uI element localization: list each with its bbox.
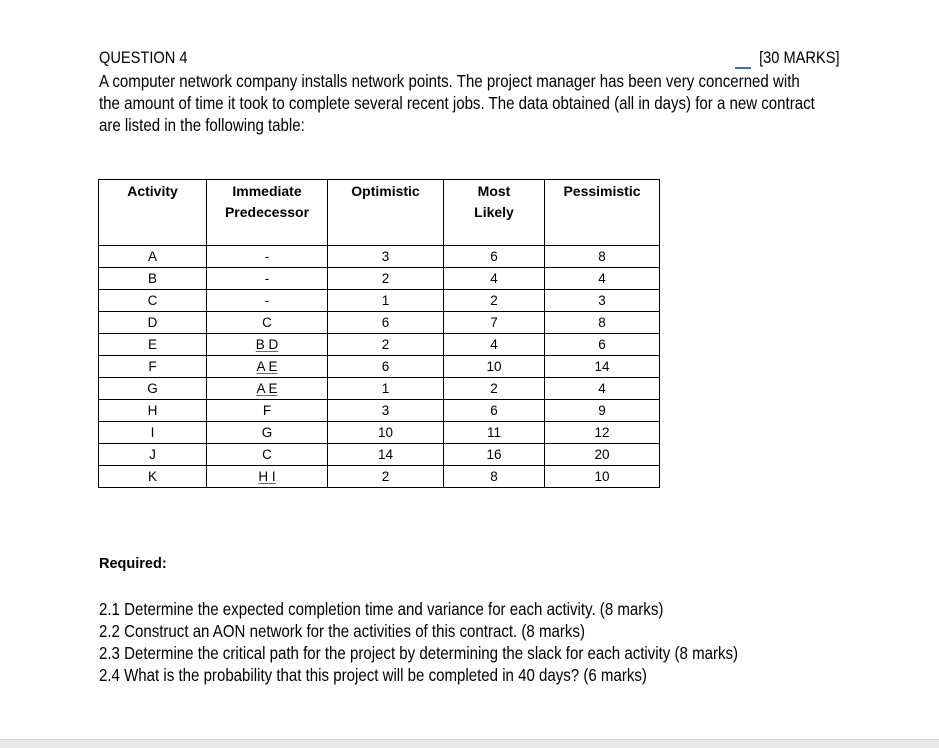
cell-activity: D <box>99 312 207 334</box>
cell-pessimistic: 8 <box>545 312 660 334</box>
cell-optimistic: 2 <box>328 268 444 290</box>
cell-activity: I <box>99 422 207 444</box>
cell-activity: B <box>99 268 207 290</box>
predecessor-link: H I <box>258 469 276 484</box>
cell-activity: H <box>99 400 207 422</box>
cell-pessimistic: 4 <box>545 268 660 290</box>
task-item: 2.3 Determine the critical path for the project by determining the slack for each activity (8 marks) <box>99 643 739 663</box>
table-row <box>99 466 660 488</box>
cell-activity: E <box>99 334 207 356</box>
cell-pessimistic: 20 <box>545 444 660 466</box>
predecessor-link: A E <box>256 359 278 374</box>
question-title: QUESTION 4 <box>99 48 188 67</box>
cell-predecessor: G <box>207 422 328 444</box>
cell-optimistic: 2 <box>328 334 444 356</box>
cell-pessimistic: 4 <box>545 378 660 400</box>
cell-predecessor <box>207 334 328 356</box>
cell-optimistic: 1 <box>328 290 444 312</box>
cell-most-likely: 8 <box>444 466 545 488</box>
cell-optimistic: 1 <box>328 378 444 400</box>
question-intro <box>99 70 840 136</box>
cell-most-likely: 16 <box>444 444 545 466</box>
cell-most-likely: 6 <box>444 246 545 268</box>
task-item: 2.1 Determine the expected completion time and variance for each activity. (8 marks) <box>99 599 664 619</box>
cell-predecessor: F <box>207 400 328 422</box>
question-marks: [30 MARKS] <box>759 48 840 67</box>
header-most-likely: Most Likely <box>444 180 545 246</box>
cell-activity: C <box>99 290 207 312</box>
cell-optimistic: 10 <box>328 422 444 444</box>
cell-activity: K <box>99 466 207 488</box>
cell-predecessor: C <box>207 312 328 334</box>
cell-most-likely: 10 <box>444 356 545 378</box>
marks-underline <box>735 67 751 69</box>
table-row <box>99 246 660 268</box>
question-header <box>99 48 840 70</box>
intro-line: the amount of time it took to complete several recent jobs. The data obtained (all in days) for a new contract <box>99 93 815 113</box>
table-row <box>99 378 660 400</box>
header-predecessor: Immediate Predecessor <box>207 180 328 246</box>
cell-optimistic: 14 <box>328 444 444 466</box>
cell-optimistic: 6 <box>328 356 444 378</box>
cell-most-likely: 2 <box>444 378 545 400</box>
cell-predecessor: - <box>207 268 328 290</box>
cell-predecessor <box>207 356 328 378</box>
cell-most-likely: 6 <box>444 400 545 422</box>
cell-activity: G <box>99 378 207 400</box>
table-row <box>99 268 660 290</box>
task-item: 2.2 Construct an AON network for the activities of this contract. (8 marks) <box>99 621 585 641</box>
header-pessimistic: Pessimistic <box>545 180 660 246</box>
cell-most-likely: 7 <box>444 312 545 334</box>
table-row <box>99 400 660 422</box>
cell-predecessor: - <box>207 246 328 268</box>
table-row <box>99 312 660 334</box>
cell-optimistic: 3 <box>328 246 444 268</box>
predecessor-link: A E <box>256 381 278 396</box>
cell-pessimistic: 12 <box>545 422 660 444</box>
cell-optimistic: 6 <box>328 312 444 334</box>
cell-optimistic: 3 <box>328 400 444 422</box>
cell-predecessor <box>207 378 328 400</box>
cell-pessimistic: 6 <box>545 334 660 356</box>
table-header-row <box>99 180 660 246</box>
header-optimistic: Optimistic <box>328 180 444 246</box>
cell-predecessor: - <box>207 290 328 312</box>
activity-table <box>98 179 660 488</box>
cell-most-likely: 4 <box>444 334 545 356</box>
cell-activity: F <box>99 356 207 378</box>
cell-most-likely: 4 <box>444 268 545 290</box>
cell-most-likely: 2 <box>444 290 545 312</box>
table-row <box>99 444 660 466</box>
cell-pessimistic: 14 <box>545 356 660 378</box>
cell-activity: J <box>99 444 207 466</box>
predecessor-link: B D <box>255 337 279 352</box>
required-task-list <box>99 598 787 686</box>
cell-pessimistic: 8 <box>545 246 660 268</box>
cell-optimistic: 2 <box>328 466 444 488</box>
table-row <box>99 290 660 312</box>
table-row <box>99 334 660 356</box>
cell-pessimistic: 10 <box>545 466 660 488</box>
cell-most-likely: 11 <box>444 422 545 444</box>
task-item: 2.4 What is the probability that this project will be completed in 40 days? (6 marks) <box>99 665 647 685</box>
header-activity: Activity <box>99 180 207 246</box>
required-heading: Required: <box>99 556 167 572</box>
cell-predecessor: C <box>207 444 328 466</box>
cell-activity: A <box>99 246 207 268</box>
intro-line: A computer network company installs network points. The project manager has been very concerned with <box>99 71 800 91</box>
cell-pessimistic: 3 <box>545 290 660 312</box>
table-row <box>99 356 660 378</box>
table-row <box>99 422 660 444</box>
cell-pessimistic: 9 <box>545 400 660 422</box>
intro-line: are listed in the following table: <box>99 115 305 135</box>
cell-predecessor <box>207 466 328 488</box>
